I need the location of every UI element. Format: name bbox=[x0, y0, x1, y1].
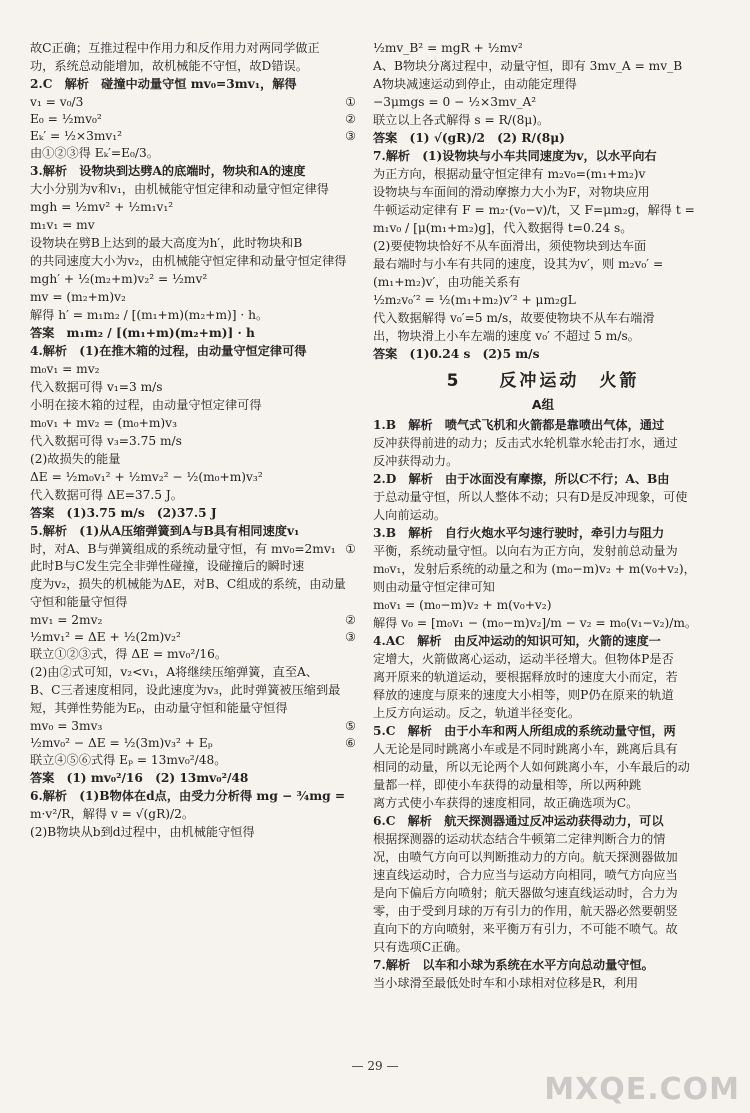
equation-number: ① bbox=[345, 542, 356, 556]
right-column-top bbox=[373, 40, 713, 363]
left-column bbox=[30, 40, 356, 842]
right-column bbox=[373, 40, 713, 993]
text-line: 5.解析 (1)从A压缩弹簧到A与B具有相同速度v₁ bbox=[30, 524, 300, 538]
text-line: 最右端时与小车有共同的速度，设其为v′，则 m₂v₀′ = bbox=[373, 257, 664, 271]
text-line: 1.B 解析 喷气式飞机和火箭都是靠喷出气体，通过 bbox=[373, 418, 665, 432]
text-line: 2.C 解析 碰撞中动量守恒 mv₀=3mv₁，解得 bbox=[30, 77, 297, 91]
equation-text: mv₁ = 2mv₂ bbox=[30, 613, 103, 627]
text-line: 代入数据可得 ΔE=37.5 J。 bbox=[30, 488, 183, 502]
text-line: m₁v₁ = mv bbox=[30, 218, 95, 232]
text-line: −3μmgs = 0 − ½×3mv_A² bbox=[373, 95, 537, 109]
text-line: 当小球滑至最低处时车和小球相对位移是R，利用 bbox=[373, 976, 639, 990]
text-line: 零，由于受到月球的万有引力的作用，航天器必然要朝竖 bbox=[373, 904, 678, 918]
text-line: mgh′ + ½(m₂+m)v₂² = ½mv² bbox=[30, 272, 208, 286]
text-line: 牛顿运动定律有 F = m₂·(v₀−v)/t，又 F=μm₂g，解得 t = bbox=[373, 203, 695, 217]
equation-text: ½mv₁² = ΔE + ½(2m)v₂² bbox=[30, 630, 181, 644]
equation-number: ③ bbox=[345, 630, 356, 644]
text-line: 4.解析 (1)在推木箱的过程，由动量守恒定律可得 bbox=[30, 344, 307, 358]
equation-text: v₁ = v₀/3 bbox=[30, 95, 84, 109]
equation-line bbox=[30, 94, 356, 111]
section-title-text: 反冲运动 火箭 bbox=[499, 371, 640, 391]
equation-number: ① bbox=[345, 95, 356, 109]
text-line: 离方式使小车获得的速度相同，故正确选项为C。 bbox=[373, 796, 639, 810]
text-line: 量都一样，即使小车获得的动量相等，所以两种跳 bbox=[373, 778, 642, 792]
text-line: 代入数据可得 v₁=3 m/s bbox=[30, 380, 163, 394]
equation-number: ③ bbox=[345, 129, 356, 143]
text-line: 6.C 解析 航天探测器通过反冲运动获得动力，可以 bbox=[373, 814, 664, 828]
text-line: 的共同速度大小为v₂，由机械能守恒定律和动量守恒定律得 bbox=[30, 254, 347, 268]
text-line: 功，系统总动能增加，故机械能不守恒，故D错误。 bbox=[30, 59, 308, 73]
text-line: ½m₂v₀′² = ½(m₁+m₂)v′² + μm₂gL bbox=[373, 293, 576, 307]
text-line: 设物块在劈B上达到的最大高度为h′，此时物块和B bbox=[30, 236, 303, 250]
text-line: 3.B 解析 自行火炮水平匀速行驶时，牵引力与阻力 bbox=[373, 526, 665, 540]
text-line: 答案 (1) mv₀²/16 (2) 13mv₀²/48 bbox=[30, 771, 249, 785]
text-line: 平衡，系统动量守恒。以向右为正方向，发射前总动量为 bbox=[373, 544, 678, 558]
text-line: mv = (m₂+m)v₂ bbox=[30, 290, 126, 304]
text-line: 相同的动量，所以无论两个人如何跳离小车，小车最后的动 bbox=[373, 760, 690, 774]
text-line: A物块减速运动到停止，由动能定理得 bbox=[373, 77, 577, 91]
text-line: 解得 v₀ = [m₀v₁ − (m₀−m)v₂]/m − v₂ = m₀(v₁−v₂)/m。 bbox=[373, 616, 698, 630]
text-line: (2)故损失的能量 bbox=[30, 452, 121, 466]
text-line: 设物块与车面间的滑动摩擦力大小为F，对物块应用 bbox=[373, 185, 650, 199]
text-line: 7.解析 (1)设物块与小车共同速度为v，以水平向右 bbox=[373, 149, 657, 163]
equation-text: Eₖ′ = ½×3mv₁² bbox=[30, 129, 123, 143]
text-line: mgh = ½mv² + ½m₁v₁² bbox=[30, 200, 174, 214]
equation-line bbox=[30, 111, 356, 128]
equation-text: 时，对A、B与弹簧组成的系统动量守恒，有 mv₀=2mv₁ bbox=[30, 542, 336, 556]
equation-text: mv₀ = 3mv₃ bbox=[30, 719, 103, 733]
equation-number: ② bbox=[345, 112, 356, 126]
text-line: 答案 (1) √(gR)/2 (2) R/(8μ) bbox=[373, 131, 565, 145]
text-line: 故C正确；互推过程中作用力和反作用力对两同学做正 bbox=[30, 41, 320, 55]
text-line: ΔE = ½m₀v₁² + ½mv₂² − ½(m₀+m)v₃² bbox=[30, 470, 263, 484]
text-line: 为正方向，根据动量守恒定律有 m₂v₀=(m₁+m₂)v bbox=[373, 167, 646, 181]
equation-line bbox=[30, 629, 356, 646]
text-line: (2)B物块从b到d过程中，由机械能守恒得 bbox=[30, 825, 255, 839]
text-line: 速直线运动时，合力应当与运动方向相同，喷气方向应当 bbox=[373, 868, 678, 882]
text-line: 7.解析 以车和小球为系统在水平方向总动量守恒。 bbox=[373, 958, 654, 972]
text-line: 短，其弹性势能为Eₚ，由动量守恒和能量守恒得 bbox=[30, 701, 288, 715]
text-line: 是向下偏后方向喷射；航天器做匀速直线运动时，合力为 bbox=[373, 886, 678, 900]
equation-number: ⑤ bbox=[345, 719, 356, 733]
text-line: m₀v₁，发射后系统的动量之和为 (m₀−m)v₂ + m(v₀+v₂)， bbox=[373, 562, 696, 576]
text-line: 解得 h′ = m₁m₂ / [(m₁+m)(m₂+m)] · h。 bbox=[30, 308, 269, 322]
text-line: 答案 (1)0.24 s (2)5 m/s bbox=[373, 347, 540, 361]
text-line: 答案 (1)3.75 m/s (2)37.5 J bbox=[30, 506, 217, 520]
text-line: 反冲获得动力。 bbox=[373, 454, 459, 468]
text-line: 上反方向运动。反之，轨道半径变化。 bbox=[373, 706, 581, 720]
text-line: 6.解析 (1)B物体在d点，由受力分析得 mg − ¾mg = bbox=[30, 789, 346, 803]
text-line: 反冲获得前进的动力；反击式水轮机靠水轮击打水，通过 bbox=[373, 436, 678, 450]
section-title bbox=[373, 373, 713, 390]
text-line: 此时B与C发生完全非弹性碰撞，设碰撞后的瞬时速 bbox=[30, 559, 305, 573]
text-line: 小明在接木箱的过程，由动量守恒定律可得 bbox=[30, 398, 262, 412]
text-line: 度为v₂，损失的机械能为ΔE，对B、C组成的系统，由动量 bbox=[30, 577, 346, 591]
text-line: 代入数据可得 v₃=3.75 m/s bbox=[30, 434, 182, 448]
text-line: 3.解析 设物块到达劈A的底端时，物块和A的速度 bbox=[30, 164, 306, 178]
text-line: (2)由②式可知，v₂<v₁，A将继续压缩弹簧，直至A、 bbox=[30, 665, 318, 679]
text-line: 守恒和能量守恒得 bbox=[30, 595, 128, 609]
equation-line bbox=[30, 612, 356, 629]
text-line: m₁v₀ / [μ(m₁+m₂)g]，代入数据得 t=0.24 s。 bbox=[373, 221, 633, 235]
page-number: — 29 — bbox=[351, 1059, 399, 1073]
text-line: m₀v₁ + mv₂ = (m₀+m)v₃ bbox=[30, 416, 177, 430]
equation-text: ½mv₀² − ΔE = ½(3m)v₃² + Eₚ bbox=[30, 736, 213, 750]
text-line: 直向下的方向喷射，来平衡万有引力，不可能不喷气。故 bbox=[373, 922, 678, 936]
text-line: (m₁+m₂)v′，由功能关系有 bbox=[373, 275, 521, 289]
text-line: 代入数据解得 v₀′=5 m/s，故要使物块不从车右端滑 bbox=[373, 311, 655, 325]
text-line: m₀v₁ = mv₂ bbox=[30, 362, 100, 376]
text-line: 只有选项C正确。 bbox=[373, 940, 468, 954]
text-line: A、B物块分离过程中，动量守恒，即有 3mv_A = mv_B bbox=[373, 59, 683, 73]
text-line: 大小分别为v和v₁，由机械能守恒定律和动量守恒定律得 bbox=[30, 182, 329, 196]
text-line: 则由动量守恒定律可知 bbox=[373, 580, 495, 594]
text-line: (2)要使物块恰好不从车面滑出，须使物块到达车面 bbox=[373, 239, 647, 253]
text-line: 2.D 解析 由于冰面没有摩擦，所以C不行；A、B由 bbox=[373, 472, 670, 486]
equation-number: ⑥ bbox=[345, 736, 356, 750]
text-line: 答案 m₁m₂ / [(m₁+m)(m₂+m)] · h bbox=[30, 326, 255, 340]
text-line: m₀v₁ = (m₀−m)v₂ + m(v₀+v₂) bbox=[373, 598, 552, 612]
text-line: 定增大，火箭做离心运动，运动半径增大。但物体P是否 bbox=[373, 652, 674, 666]
text-line: 人无论是同时跳离小车或是不同时跳离小车，跳离后具有 bbox=[373, 742, 678, 756]
right-column-bottom bbox=[373, 417, 713, 992]
equation-line bbox=[30, 735, 356, 752]
text-line: 况，由喷气方向可以判断推动力的方向。航天探测器做加 bbox=[373, 850, 678, 864]
text-line: ½mv_B² = mgR + ½mv² bbox=[373, 41, 523, 55]
watermark-logo: MXQE.COM bbox=[544, 1072, 740, 1107]
text-line: 联立以上各式解得 s = R/(8μ)。 bbox=[373, 113, 550, 127]
equation-line bbox=[30, 718, 356, 735]
text-line: 根据探测器的运动状态结合牛顿第二定律判断合力的情 bbox=[373, 832, 666, 846]
text-line: 4.AC 解析 由反冲运动的知识可知，火箭的速度一 bbox=[373, 634, 661, 648]
text-line: 5.C 解析 由于小车和两人所组成的系统动量守恒，两 bbox=[373, 724, 676, 738]
text-line: 由①②③得 Eₖ′=E₀/3。 bbox=[30, 146, 159, 160]
equation-line bbox=[30, 541, 356, 558]
text-line: 联立①②③式，得 ΔE = mv₀²/16。 bbox=[30, 647, 228, 661]
text-line: m·v²/R，解得 v = √(gR)/2。 bbox=[30, 807, 195, 821]
text-line: 释放的速度与原来的速度大小相等，则P仍在原来的轨道 bbox=[373, 688, 674, 702]
text-line: 于总动量守恒，所以人整体不动；只有D是反冲现象，可使 bbox=[373, 490, 688, 504]
text-line: B、C三者速度相同，设此速度为v₃，此时弹簧被压缩到最 bbox=[30, 683, 341, 697]
text-line: 离开原来的轨道运动，要根据释放时的速度大小而定，若 bbox=[373, 670, 678, 684]
equation-text: E₀ = ½mv₀² bbox=[30, 112, 102, 126]
text-line: 人向前运动。 bbox=[373, 508, 447, 522]
text-line: 出，物块滑上小车左端的速度 v₀′ 不超过 5 m/s。 bbox=[373, 329, 640, 343]
equation-line bbox=[30, 128, 356, 145]
equation-number: ② bbox=[345, 613, 356, 627]
group-heading: A组 bbox=[531, 397, 555, 412]
section-number: 5 bbox=[446, 371, 462, 391]
text-line: 联立④⑤⑥式得 Eₚ = 13mv₀²/48。 bbox=[30, 753, 227, 767]
